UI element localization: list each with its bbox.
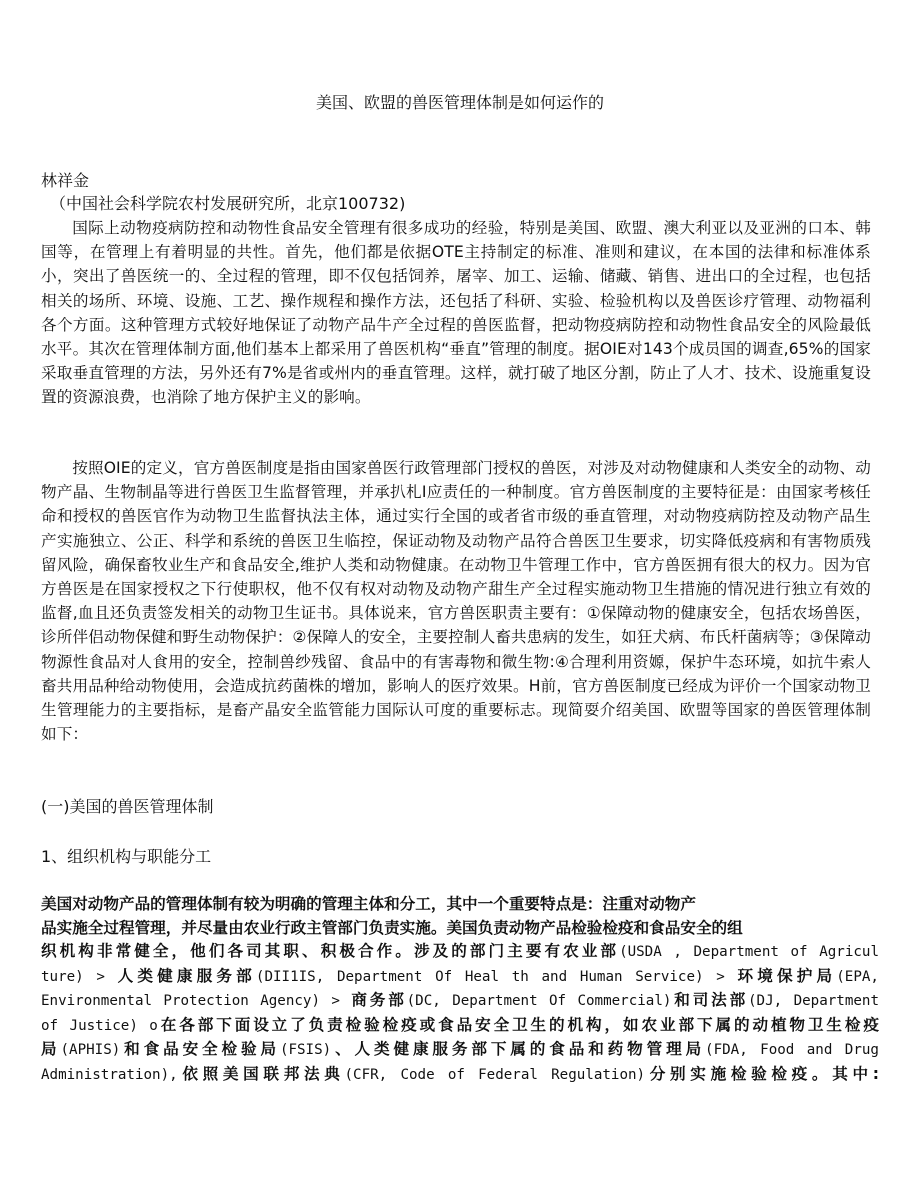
paragraph-official-vet: 按照OIE的定义，官方兽医制度是指由国家兽医行政管理部门授权的兽医，对涉及对动物健康和人类安全的动物、动物产晶、生物制晶等进行兽医卫生监督管理，并承扒札I应责任的一种制度。官方兽医制度的主要特征是：由国家考核任命和授权的兽医官作为动物卫生监督执法主体，通过实行全国的或者省市级的垂直管理，对动物疫病防控及动物产品生产实施独立、公正、科学和系统的兽医卫生临控，保证动物及动物产品符合兽医卫生要求，切实降低疫病和有害物质残留风险，确保畜牧业生产和食品安全,维护人类和动物健康。在动物卫牛管理工作中，官方兽医拥有很大的权力。因为官方兽医是在国家授权之下行使职权，他不仅有权对动物及动物产甜生产全过程实施动物卫生措施的情况进行独立有效的监督,血且还负责签发相关的动物卫生证书。具体说来，官方兽医职责主要有：①保障动物的健康安全，包括农场兽医，诊所伴侣动物保健和野生动物保护：②保障人的安全，主要控制人畜共患病的发生，如狂犬病、布氏杆菌病等；③保障动物源性食品对人食用的安全，控制兽纱残留、食品中的有害毒物和微生物:④合理利用资嫄，保护牛态环境，如抗牛索人畜共用品种给动物使用，会造成抗药菌株的增加，影响人的医疗效果。H前，官方兽医制度已经成为评价一个国家动物卫生管理能力的主要指标，是畜产晶安全监管能力国际认可度的重要标志。现简耍介绍美国、欧盟等国家的兽医管理体制如下： — [41, 459, 871, 744]
bold-text: 商务部 — [351, 991, 407, 1009]
bold-line-mono: (USDA , Department of Agricul — [619, 944, 879, 960]
bold-text: 和食品安全检验局 — [120, 1040, 280, 1058]
mono-text: (CFR, Code of Federal Regulation) — [344, 1066, 646, 1083]
mono-text: of Justice) o — [41, 1017, 158, 1034]
mono-text: (FSIS) — [279, 1042, 332, 1058]
bold-line — [41, 1063, 879, 1088]
mono-text: Administration), — [41, 1066, 178, 1083]
bold-text: 分别实施检验检疫。其中: — [645, 1064, 879, 1083]
bold-line — [41, 1014, 879, 1039]
mono-text: (DII1IS, Department Of Heal th and Human Service) > — [255, 968, 738, 985]
mono-text: ture) > — [41, 968, 118, 985]
mono-text: Environmental Protection Agency) > — [41, 993, 352, 1009]
bold-line: 美国对动物产品的管理体制有较为明确的管理主体和分工，其中一个重要特点是：注重对动物产 — [41, 895, 696, 913]
author-affiliation: （中国社会科学院农村发展研究所，北京100732) — [50, 194, 406, 213]
bold-text: 人类健康服务部 — [117, 966, 256, 985]
bold-text: 依照美国联邦法典 — [177, 1064, 345, 1083]
subsection-heading: 1、组织机构与职能分工 — [41, 847, 212, 866]
mono-text: (DJ, Department — [748, 993, 879, 1009]
bold-text: 局 — [41, 1040, 61, 1058]
bold-text: 在各部下面设立了负责检验检疫或食品安全卫生的机构，如农业部下属的动植物卫生检疫 — [157, 1015, 879, 1034]
bold-line — [41, 989, 879, 1014]
bold-paragraph — [41, 893, 879, 1087]
paragraph-intro: 国际上动物疫病防控和动物性食品安全管理有很多成功的经验，特别是美国、欧盟、澳大利亚以及亚洲的口本、韩国等，在管理上有着明显的共性。首先，他们都是依据OTE主持制定的标准、准则和建议，在本国的法律和标准体系小，突出了兽医统一的、全过程的管理，即不仅包括饲养，屠宰、加工、运输、储藏、销售、进出口的全过程，也包括相关的场所、环境、设施、工艺、操作规程和操作方法，还包括了科研、实验、检验机构以及兽医诊疗管理、动物福利各个方面。这种管理方式较好地保证了动物产品牛产全过程的兽医监督，把动物疫病防控和动物性食品安全的风险最低水平。其次在管理体制方面,他们基本上都采用了兽医机构“垂直”管理的制度。据OIE对143个成员国的调查,65%的国家采取垂直管理的方法，另外还有7%是省或州内的垂直管理。这样，就打破了地区分割，防止了人才、技术、设施重复设置的资源浪费，也消除了地方保护主义的影响。 — [41, 219, 871, 407]
bold-line-text: 织机构非常健全，他们各司其职、积极合作。涉及的部门主要有农业部 — [41, 942, 620, 960]
bold-line — [41, 1038, 879, 1063]
mono-text: (DC, Department Of Commercial) — [406, 993, 672, 1009]
mono-text: (EPA, — [836, 968, 879, 985]
mono-text: (FDA, Food and Drug — [705, 1042, 879, 1058]
section-heading: (一)美国的兽医管理体制 — [41, 797, 214, 816]
bold-line — [41, 965, 879, 990]
mono-text: (APHIS) — [60, 1042, 121, 1058]
bold-text: 环境保护局 — [737, 966, 837, 985]
bold-text: 和司法部 — [671, 991, 749, 1009]
bold-line: 品实施全过程管理，并尽量由农业行政主管部门负责实施。美国负责动物产品检验检疫和食品安全的组 — [41, 918, 743, 937]
bold-text: 、人类健康服务部下属的食品和药物管理局 — [331, 1040, 706, 1058]
bold-line — [41, 940, 879, 965]
page-title: 美国、欧盟的兽医管理体制是如何运作的 — [315, 93, 604, 112]
author-name: 林祥金 — [41, 171, 90, 190]
